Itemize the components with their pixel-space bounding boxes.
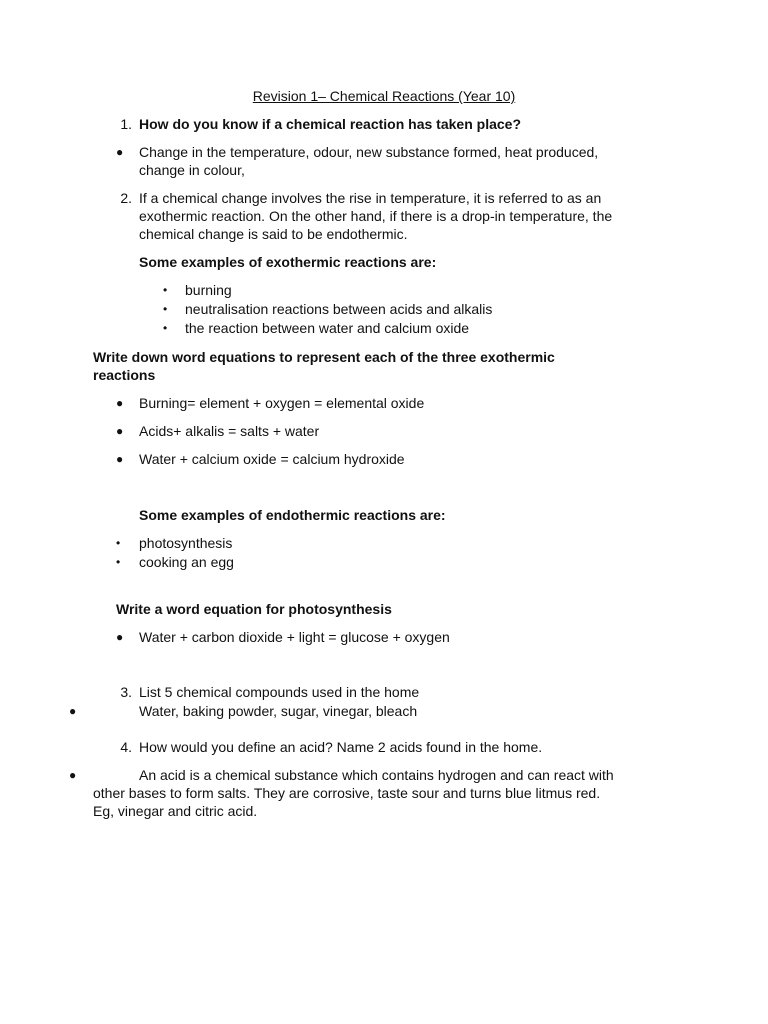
exothermic-item: burning [185,282,232,298]
exothermic-item: neutralisation reactions between acids and alkalis [185,301,493,317]
photosynthesis-bullet: ● [116,630,124,644]
q1-answer-line-2: change in colour, [139,162,245,178]
word-equation-item: Burning= element + oxygen = elemental oxide [139,395,425,411]
photosynthesis-equation: Water + carbon dioxide + light = glucose + oxygen [139,629,450,645]
endothermic-bullet: • [116,536,121,550]
q3-number: 3. [120,684,132,700]
word-equation-item: Acids+ alkalis = salts + water [139,423,320,439]
endothermic-item: cooking an egg [139,554,234,570]
q1-answer-bullet: ● [116,145,124,159]
photosynthesis-heading: Write a word equation for photosynthesis [116,601,392,617]
q2-line-3: chemical change is said to be endothermic. [139,226,408,242]
q2-line-1: If a chemical change involves the rise in temperature, it is referred to as an [139,190,602,206]
endothermic-bullet: • [116,555,121,569]
word-equations-heading-line-2: reactions [93,367,156,383]
q3-question: List 5 chemical compounds used in the home [139,684,420,700]
exothermic-item: the reaction between water and calcium oxide [185,320,470,336]
q3-answer-bullet: ● [69,704,77,718]
document-title: Revision 1– Chemical Reactions (Year 10) [252,88,516,104]
exothermic-bullet: • [163,283,168,297]
word-equation-bullet: ● [116,452,124,466]
endothermic-item: photosynthesis [139,535,233,551]
word-equation-bullet: ● [116,424,124,438]
q1-answer-line-1: Change in the temperature, odour, new substance formed, heat produced, [139,144,599,160]
exothermic-heading: Some examples of exothermic reactions are: [139,254,437,270]
q1-question: How do you know if a chemical reaction has taken place? [139,116,521,132]
q3-answer: Water, baking powder, sugar, vinegar, bleach [139,703,418,719]
word-equation-item: Water + calcium oxide = calcium hydroxide [139,451,405,467]
q4-answer-line-3: Eg, vinegar and citric acid. [93,803,258,819]
word-equation-bullet: ● [116,396,124,410]
q2-number: 2. [120,190,132,206]
exothermic-bullet: • [163,321,168,335]
exothermic-bullet: • [163,302,168,316]
q1-number: 1. [120,116,132,132]
q4-answer-line-1: An acid is a chemical substance which contains hydrogen and can react with [139,767,614,783]
q4-question: How would you define an acid? Name 2 acids found in the home. [139,739,543,755]
word-equations-heading-line-1: Write down word equations to represent each of the three exothermic [93,349,555,365]
q4-answer-line-2: other bases to form salts. They are corrosive, taste sour and turns blue litmus red. [93,785,601,801]
q4-number: 4. [120,739,132,755]
q2-line-2: exothermic reaction. On the other hand, if there is a drop-in temperature, the [139,208,613,224]
q4-answer-bullet: ● [69,768,77,782]
endothermic-heading: Some examples of endothermic reactions are: [139,507,446,523]
